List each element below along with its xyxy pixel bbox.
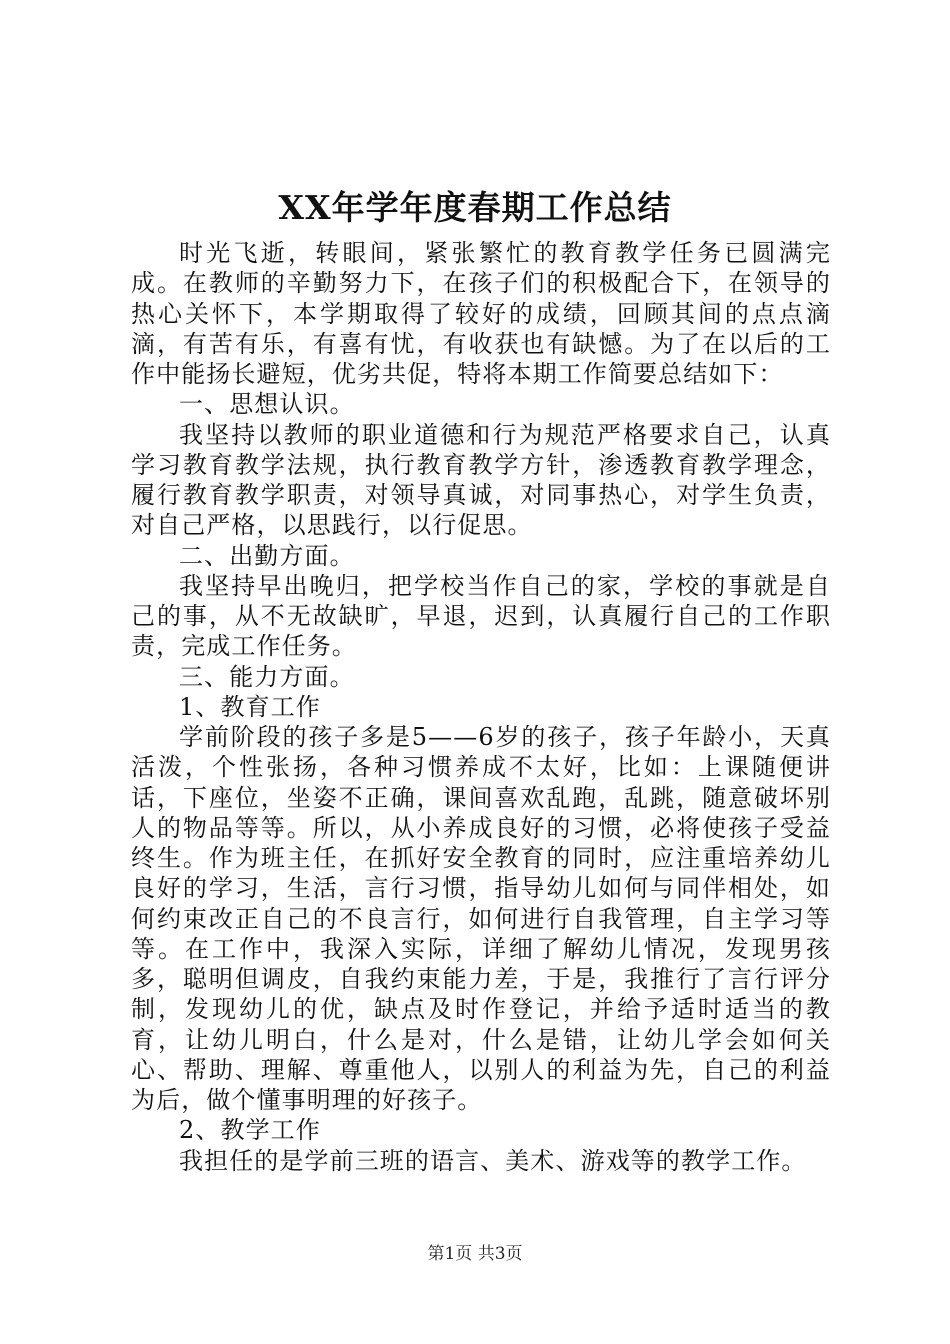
paragraph-attendance: 我坚持早出晚归，把学校当作自己的家，学校的事就是自己的事，从不无故缺旷，早退，迟到，认真履行自己的工作职责，完成工作任务。 [131,571,831,661]
document-title: XX年学年度春期工作总结 [278,188,672,227]
subsection-heading-education: 1、教育工作 [179,692,321,721]
paragraph-thought: 我坚持以教师的职业道德和行为规范严格要求自己，认真学习教育教学法规，执行教育教学方针，渗透教育教学理念，履行教育教学职责，对领导真诚，对同事热心，对学生负责，对自己严格，以思践行，以行促思。 [131,420,831,540]
section-heading-ability: 三、能力方面。 [179,662,355,691]
page-number: 第1页 共3页 [427,1244,523,1264]
paragraph-education: 学前阶段的孩子多是5——6岁的孩子，孩子年龄小，天真活泼，个性张扬，各种习惯养成不太好，比如：上课随便讲话，下座位，坐姿不正确，课间喜欢乱跑，乱跳，随意破坏别人的物品等等。所以，从小养成良好的习惯，必将使孩子受益终生。作为班主任，在抓好安全教育的同时，应注重培养幼儿良好的学习，生活，言行习惯，指导幼儿如何与同伴相处，如何约束改正自己的不良言行，如何进行自我管理，自主学习等等。在工作中，我深入实际，详细了解幼儿情况，发现男孩多，聪明但调皮，自我约束能力差，于是，我推行了言行评分制，发现幼儿的优，缺点及时作登记，并给予适时适当的教育，让幼儿明白，什么是对，什么是错，让幼儿学会如何关心、帮助、理解、尊重他人，以别人的利益为先，自己的利益为后，做个懂事明理的好孩子。 [131,723,831,1114]
paragraph-intro: 时光飞逝，转眼间，紧张繁忙的教育教学任务已圆满完成。在教师的辛勤努力下，在孩子们的积极配合下，在领导的热心关怀下，本学期取得了较好的成绩，回顾其间的点点滴滴，有苦有乐，有喜有忧，有收获也有缺憾。为了在以后的工作中能扬长避短，优劣共促，特将本期工作简要总结如下： [131,239,831,388]
section-heading-thought: 一、思想认识。 [179,390,355,419]
paragraph-teaching: 我担任的是学前三班的语言、美术、游戏等的教学工作。 [179,1146,807,1175]
document-body [131,238,831,1176]
section-heading-attendance: 二、出勤方面。 [179,541,355,570]
subsection-heading-teaching: 2、教学工作 [179,1116,321,1145]
